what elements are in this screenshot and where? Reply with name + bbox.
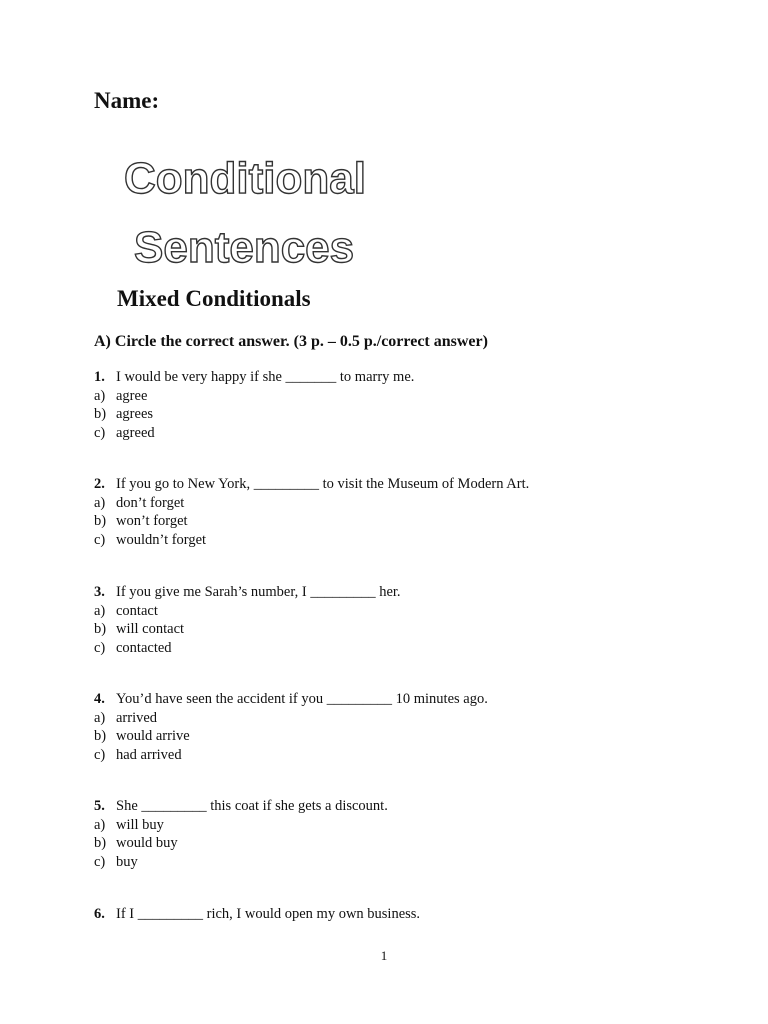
option-letter: a) <box>94 387 106 404</box>
option-letter: c) <box>94 639 106 656</box>
option-letter: a) <box>94 602 106 619</box>
page-number: 1 <box>380 948 388 963</box>
question-text: She _________ this coat if she gets a discount. <box>116 798 388 814</box>
question-text: If you give me Sarah’s number, I _________ her. <box>116 584 401 600</box>
question-1 <box>94 368 694 442</box>
option-letter: b) <box>94 621 107 637</box>
question-3 <box>94 583 694 657</box>
answer-option-c[interactable] <box>94 853 694 872</box>
name-label: Name: <box>94 88 160 113</box>
question-stem <box>94 690 694 709</box>
answer-option-b[interactable] <box>94 620 694 639</box>
option-text: had arrived <box>116 746 182 763</box>
option-text: contact <box>116 602 158 619</box>
question-stem <box>94 368 694 387</box>
option-text: arrived <box>116 709 158 726</box>
option-text: buy <box>116 853 138 870</box>
answer-option-a[interactable] <box>94 709 694 728</box>
option-letter: c) <box>94 531 106 548</box>
option-text: will contact <box>116 621 185 637</box>
question-text: If I _________ rich, I would open my own business. <box>116 906 421 922</box>
answer-option-a[interactable] <box>94 602 694 621</box>
option-text: agreed <box>116 424 155 441</box>
answer-option-b[interactable] <box>94 834 694 853</box>
question-stem <box>94 797 694 816</box>
option-text: won’t forget <box>116 513 188 529</box>
option-text: will buy <box>116 816 164 833</box>
option-text: agree <box>116 387 148 404</box>
question-number: 6. <box>94 906 105 922</box>
answer-option-b[interactable] <box>94 405 694 424</box>
question-stem <box>94 475 694 494</box>
answer-option-c[interactable] <box>94 746 694 765</box>
question-2 <box>94 475 694 549</box>
option-letter: b) <box>94 406 107 422</box>
option-text: agrees <box>116 406 154 422</box>
option-letter: a) <box>94 816 106 833</box>
option-letter: a) <box>94 709 106 726</box>
section-subtitle: Mixed Conditionals <box>117 286 311 311</box>
question-5 <box>94 797 694 871</box>
title-line-1: Conditional <box>124 154 366 203</box>
answer-option-a[interactable] <box>94 494 694 513</box>
question-6 <box>94 905 694 924</box>
answer-option-c[interactable] <box>94 424 694 443</box>
title-line-2: Sentences <box>134 223 355 272</box>
answer-option-b[interactable] <box>94 727 694 746</box>
question-stem <box>94 905 694 924</box>
worksheet-title <box>0 0 768 300</box>
option-text: wouldn’t forget <box>116 531 207 548</box>
option-letter: b) <box>94 728 107 744</box>
option-letter: b) <box>94 513 107 529</box>
option-letter: b) <box>94 835 107 851</box>
answer-option-c[interactable] <box>94 639 694 658</box>
option-letter: c) <box>94 746 106 763</box>
option-text: would buy <box>116 835 178 851</box>
option-text: contacted <box>116 639 172 656</box>
question-number: 4. <box>94 691 105 707</box>
question-text: You’d have seen the accident if you _________ 10 minutes ago. <box>116 691 488 707</box>
option-letter: c) <box>94 424 106 441</box>
option-letter: c) <box>94 853 106 870</box>
question-number: 3. <box>94 584 105 600</box>
question-number: 1. <box>94 369 105 385</box>
option-text: would arrive <box>116 728 190 744</box>
section-a-instruction: A) Circle the correct answer. (3 p. – 0.5 p./correct answer) <box>94 333 488 350</box>
question-number: 5. <box>94 798 105 814</box>
question-text: If you go to New York, _________ to visit the Museum of Modern Art. <box>116 476 530 492</box>
question-number: 2. <box>94 476 105 492</box>
question-stem <box>94 583 694 602</box>
answer-option-a[interactable] <box>94 387 694 406</box>
answer-option-a[interactable] <box>94 816 694 835</box>
question-text: I would be very happy if she _______ to marry me. <box>116 369 415 385</box>
option-letter: a) <box>94 494 106 511</box>
answer-option-c[interactable] <box>94 531 694 550</box>
answer-option-b[interactable] <box>94 512 694 531</box>
option-text: don’t forget <box>116 494 185 511</box>
question-4 <box>94 690 694 764</box>
